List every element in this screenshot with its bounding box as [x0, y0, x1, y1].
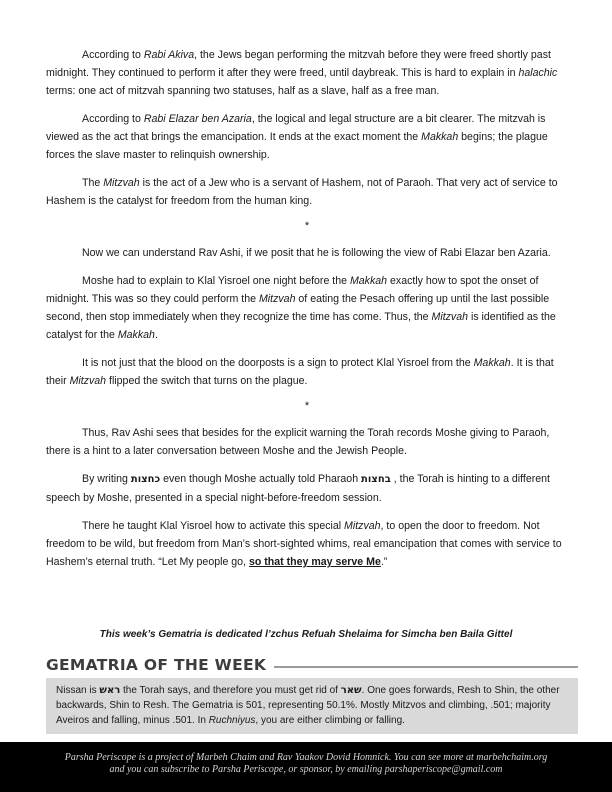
italic-term: Mitzvah	[431, 311, 469, 323]
text-run: The	[82, 177, 104, 189]
italic-term: Makkah	[473, 357, 511, 369]
footer-line-subscribe: and you can subscribe to Parsha Periscope, or sponsor, by emailing parshaperiscope@gmail.com	[109, 764, 503, 775]
italic-term: Makkah	[349, 275, 388, 287]
italic-term: Mitzvah	[344, 520, 381, 532]
text-run: Now we can understand Rav Ashi, if we posit that he is following the view of Rabi Elazar ben Azaria.	[82, 247, 551, 259]
text-run: even though Moshe actually told Pharaoh	[160, 473, 362, 485]
heading-rule	[274, 666, 578, 668]
text-run: flipped the switch that turns on the plague.	[106, 375, 308, 387]
text-run: the Torah says, and therefore you must get rid of	[120, 685, 341, 696]
italic-term: Mitzvah	[258, 293, 296, 305]
hebrew-word: כחצות	[130, 474, 161, 485]
text-run: By writing	[82, 473, 131, 485]
gematria-title: GEMATRIA OF THE WEEK	[46, 656, 267, 674]
text-run: is identified as the catalyst for the	[46, 311, 556, 341]
paragraph-rabi-akiva	[46, 46, 568, 100]
section-separator: *	[304, 220, 310, 232]
hebrew-word: בחצות	[361, 474, 391, 485]
italic-term: Makkah	[117, 329, 155, 341]
text-run: begins; the plague forces the slave master to relinquish ownership.	[46, 131, 548, 161]
text-run: It is not just that the blood on the doorposts is a sign to protect Klal Yisroel from the	[82, 357, 474, 369]
italic-term: Ruchniyus	[208, 715, 256, 726]
paragraph-blood-doorposts	[46, 354, 568, 390]
text-run: Thus, Rav Ashi sees that besides for the explicit warning the Torah records Moshe giving to Paraoh, there is a hint to a later conversation between Moshe and the Jewish People.	[46, 427, 550, 457]
paragraph-moshe-explain	[46, 272, 568, 344]
text-run: Nissan is	[56, 685, 100, 696]
footer-banner	[0, 742, 612, 792]
gematria-box	[46, 678, 578, 734]
paragraph-rabi-elazar	[46, 110, 568, 164]
italic-term: Rabi Akiva	[143, 49, 195, 61]
italic-term: Mitzvah	[69, 375, 107, 387]
text-run: , to open the door to freedom. Not freedom to be wild, but freedom from Man’s short-sighted whims, real emancipation that comes with service to Hashem’s eternal truth. “Let My people go,	[46, 520, 562, 568]
paragraph-rav-ashi	[46, 244, 568, 262]
dedication-line: This week’s Gematria is dedicated l’zchus Refuah Shelaima for Simcha ben Baila Gittel	[99, 629, 513, 640]
paragraph-mitzvah-act	[46, 174, 568, 210]
text-run: , the logical and legal structure are a bit clearer. The mitzvah is viewed as the act that brings the emancipation. It ends at the exact moment the	[46, 113, 546, 143]
emphasized-quote: so that they may serve Me	[248, 556, 381, 568]
text-run: , the Jews began performing the mitzvah before they were freed shortly past midnight. They continued to perform it after they were freed, until daybreak. This is hard to explain in	[46, 49, 551, 79]
italic-term: Makkah	[421, 131, 459, 143]
text-run: There he taught Klal Yisroel how to activate this special	[82, 520, 345, 532]
text-run: exactly how to spot the onset of midnight. This was so they could perform the	[46, 275, 539, 305]
text-run: Moshe had to explain to Klal Yisroel one night before the	[82, 275, 350, 287]
text-run: , the Torah is hinting to a different speech by Moshe, presented in a special night-before-freedom session.	[46, 473, 551, 504]
hebrew-word: ראש	[99, 685, 121, 696]
text-run: . One goes forwards, Resh to Shin, the other backwards, Shin to Resh. The Gematria is 501, representing 50.1%. Mostly Mitzvos and climbing, .501; majority Aveiros and falling, minus .501. In	[56, 685, 560, 726]
text-run: According to	[82, 113, 144, 125]
text-run: of eating the Pesach offering up until the last possible second, then stop immediately when they recognize the time has come. Thus, the	[46, 293, 550, 323]
hebrew-word: שאר	[340, 685, 362, 696]
text-run: According to	[82, 49, 144, 61]
text-run: . It is that their	[46, 357, 554, 387]
section-separator: *	[304, 400, 310, 412]
italic-term: Rabi Elazar ben Azaria	[143, 113, 252, 125]
text-run: terms: one act of mitzvah spanning two statuses, half as a slave, half as a free man.	[46, 85, 440, 97]
text-run: , you are either climbing or falling.	[255, 715, 405, 726]
paragraph-explicit-warning	[46, 424, 568, 460]
text-run: .	[154, 329, 158, 341]
footer-line-project: Parsha Periscope is a project of Marbeh Chaim and Rav Yaakov Dovid Homnick. You can see more at marbehchaim.org	[64, 752, 548, 763]
gematria-heading	[46, 654, 578, 676]
italic-term: Mitzvah	[103, 177, 140, 189]
italic-term: halachic	[518, 67, 558, 79]
paragraph-activate-mitzvah	[46, 517, 568, 571]
article-body	[46, 46, 568, 581]
paragraph-kachatzos	[46, 470, 568, 507]
text-run: is the act of a Jew who is a servant of Hashem, not of Paraoh. That very act of service to Hashem is the catalyst for freedom from the human king.	[46, 177, 558, 207]
text-run: .”	[380, 556, 388, 568]
